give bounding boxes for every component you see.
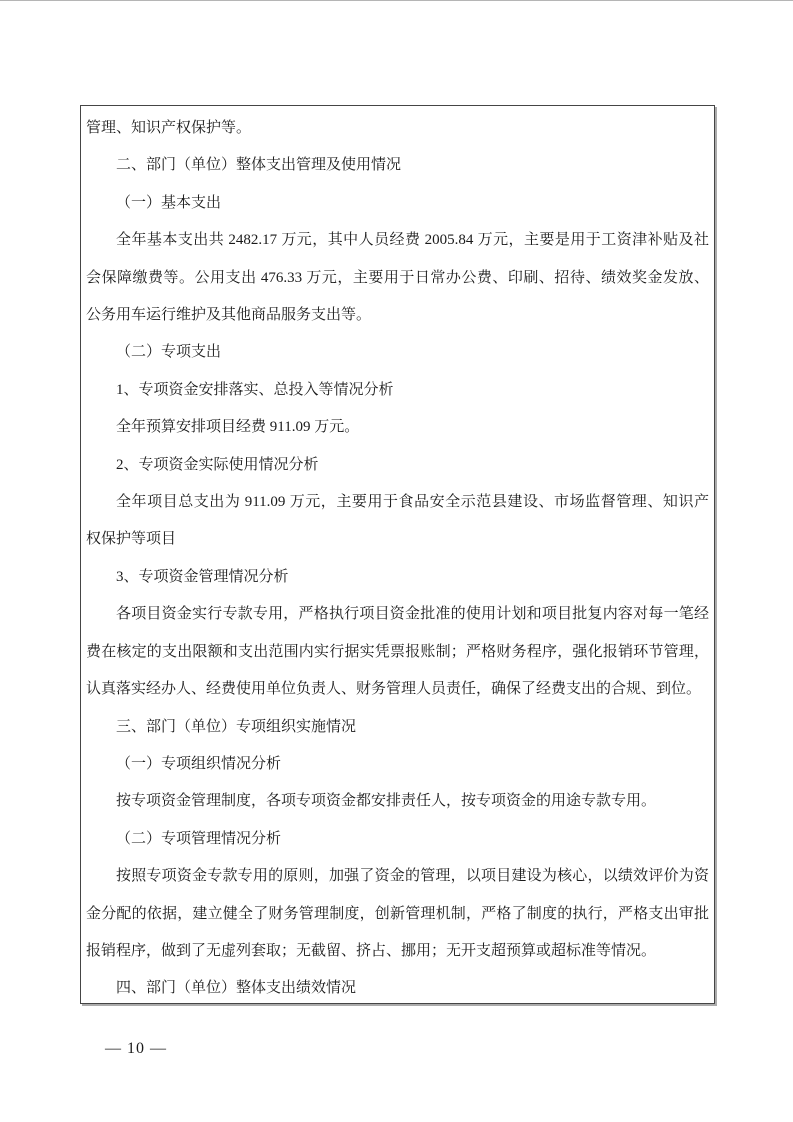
document-line: 1、专项资金安排落实、总投入等情况分析 <box>116 381 394 398</box>
document-line: 公务用车运行维护及其他商品服务支出等。 <box>86 307 372 324</box>
document-line: 费在核定的支出限额和支出范围内实行据实凭票报账制；严格财务程序，强化报销环节管理， <box>86 643 709 660</box>
document-line: 金分配的依据，建立健全了财务管理制度，创新管理机制，严格了制度的执行，严格支出审批 <box>86 905 709 922</box>
document-line: 四、部门（单位）整体支出绩效情况 <box>116 980 357 997</box>
document-line: （一）专项组织情况分析 <box>116 755 282 772</box>
document-line: （二）专项支出 <box>116 344 222 361</box>
document-line: 各项目资金实行专款专用，严格执行项目资金批准的使用计划和项目批复内容对每一笔经 <box>116 606 709 623</box>
document-line: 报销程序，做到了无虚列套取；无截留、挤占、挪用；无开支超预算或超标准等情况。 <box>86 942 657 959</box>
document-line: 全年项目总支出为 911.09 万元，主要用于食品安全示范县建设、市场监督管理、知识产 <box>116 494 709 511</box>
document-line: 按专项资金管理制度，各项专项资金都安排责任人，按专项资金的用途专款专用。 <box>116 793 657 810</box>
document-line: 按照专项资金专款专用的原则，加强了资金的管理，以项目建设为核心，以绩效评价为资 <box>116 868 709 885</box>
report-text <box>86 110 709 1008</box>
document-line: 三、部门（单位）专项组织实施情况 <box>116 718 357 735</box>
document-line: （一）基本支出 <box>116 194 222 211</box>
document-line: 管理、知识产权保护等。 <box>86 120 252 136</box>
page-number: — 10 — <box>105 1040 167 1057</box>
report-body-box <box>80 105 715 1004</box>
document-line: 全年基本支出共 2482.17 万元，其中人员经费 2005.84 万元，主要是用于工资津补贴及社 <box>116 232 709 249</box>
document-line: 全年预算安排项目经费 911.09 万元。 <box>116 419 360 436</box>
document-line: 二、部门（单位）整体支出管理及使用情况 <box>116 157 402 174</box>
document-line: 2、专项资金实际使用情况分析 <box>116 456 319 473</box>
document-line: 会保障缴费等。公用支出 476.33 万元，主要用于日常办公费、印刷、招待、绩效奖金发放、 <box>86 269 709 286</box>
document-line: 3、专项资金管理情况分析 <box>116 568 289 585</box>
page-top-edge <box>0 0 793 1</box>
page-footer <box>105 1040 167 1058</box>
document-line: 权保护等项目 <box>86 531 177 548</box>
document-line: 认真落实经办人、经费使用单位负责人、财务管理人员责任，确保了经费支出的合规、到位。 <box>86 681 702 698</box>
document-line: （二）专项管理情况分析 <box>116 830 282 847</box>
